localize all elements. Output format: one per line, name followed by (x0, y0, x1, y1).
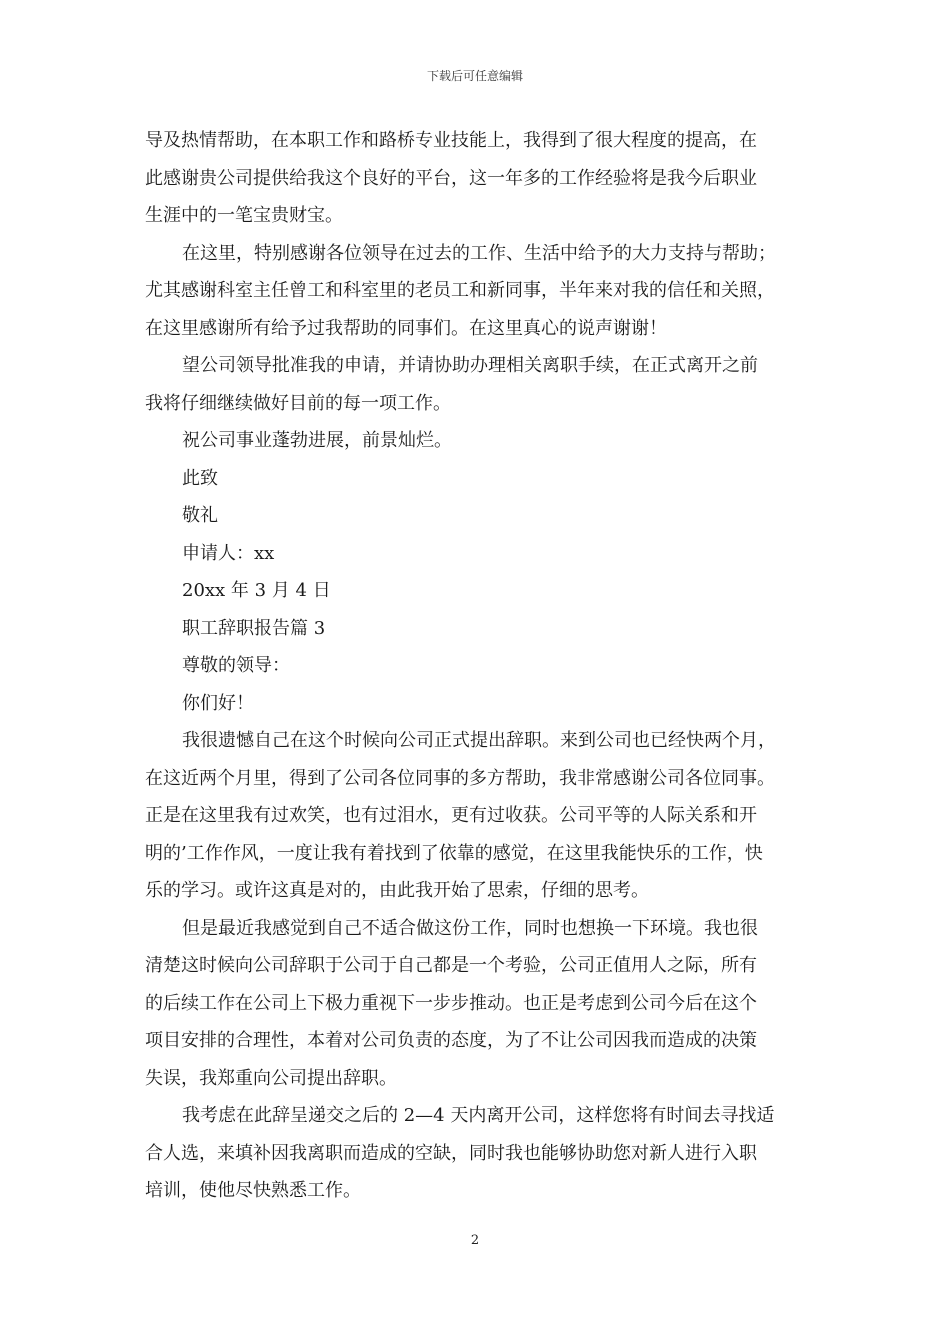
section-title: 职工辞职报告篇 3 (182, 617, 326, 639)
body-line: 失误，我郑重向公司提出辞职。 (145, 1067, 397, 1089)
body-line: 我考虑在此辞呈递交之后的 2—4 天内离开公司，这样您将有时间去寻找适 (182, 1105, 775, 1126)
body-line: 合人选，来填补因我离职而造成的空缺，同时我也能够协助您对新人进行入职 (145, 1142, 757, 1164)
body-line: 在这里，特别感谢各位领导在过去的工作、生活中给予的大力支持与帮助； (182, 242, 776, 264)
body-line: 清楚这时候向公司辞职于公司于自己都是一个考验，公司正值用人之际，所有 (145, 955, 757, 976)
body-line: 的后续工作在公司上下极力重视下一步步推动。也正是考虑到公司今后在这个 (145, 992, 757, 1014)
body-line: 生涯中的一笔宝贵财宝。 (145, 205, 343, 226)
salutation-line: 尊敬的领导： (182, 655, 290, 676)
body-line: 乐的学习。或许这真是对的，由此我开始了思索，仔细的思考。 (145, 880, 649, 901)
page-number: 2 (470, 1233, 480, 1248)
body-line: 导及热情帮助，在本职工作和路桥专业技能上，我得到了很大程度的提高，在 (145, 130, 757, 151)
body-line: 正是在这里我有过欢笑，也有过泪水，更有过收获。公司平等的人际关系和开 (145, 805, 757, 826)
body-line: 我将仔细继续做好目前的每一项工作。 (145, 392, 451, 414)
body-line: 此感谢贵公司提供给我这个良好的平台，这一年多的工作经验将是我今后职业 (145, 167, 757, 189)
closing-line: 敬礼 (182, 505, 218, 526)
applicant-line: 申请人：xx (182, 542, 275, 564)
greeting-line: 你们好！ (182, 692, 254, 714)
date-line: 20xx 年 3 月 4 日 (182, 580, 331, 601)
body-line: 项目安排的合理性，本着对公司负责的态度，为了不让公司因我而造成的决策 (145, 1030, 757, 1051)
body-line: 尤其感谢科室主任曾工和科室里的老员工和新同事，半年来对我的信任和关照， (145, 280, 775, 301)
body-line: 在这里感谢所有给予过我帮助的同事们。在这里真心的说声谢谢！ (145, 317, 667, 339)
document-body (145, 122, 807, 1210)
body-line: 祝公司事业蓬勃进展，前景灿烂。 (182, 430, 452, 451)
body-line: 但是最近我感觉到自己不适合做这份工作，同时也想换一下环境。我也很 (182, 917, 758, 939)
page-header: 下载后可任意编辑 (426, 69, 523, 83)
body-line: 望公司领导批准我的申请，并请协助办理相关离职手续，在正式离开之前 (182, 355, 758, 376)
closing-line: 此致 (182, 467, 218, 489)
body-line: 在这近两个月里，得到了公司各位同事的多方帮助，我非常感谢公司各位同事。 (145, 767, 775, 789)
body-line: 培训，使他尽快熟悉工作。 (145, 1180, 361, 1201)
body-line: 我很遗憾自己在这个时候向公司正式提出辞职。来到公司也已经快两个月， (182, 730, 776, 751)
body-line: 明的’工作作风，一度让我有着找到了依靠的感觉，在这里我能快乐的工作，快 (145, 842, 763, 864)
